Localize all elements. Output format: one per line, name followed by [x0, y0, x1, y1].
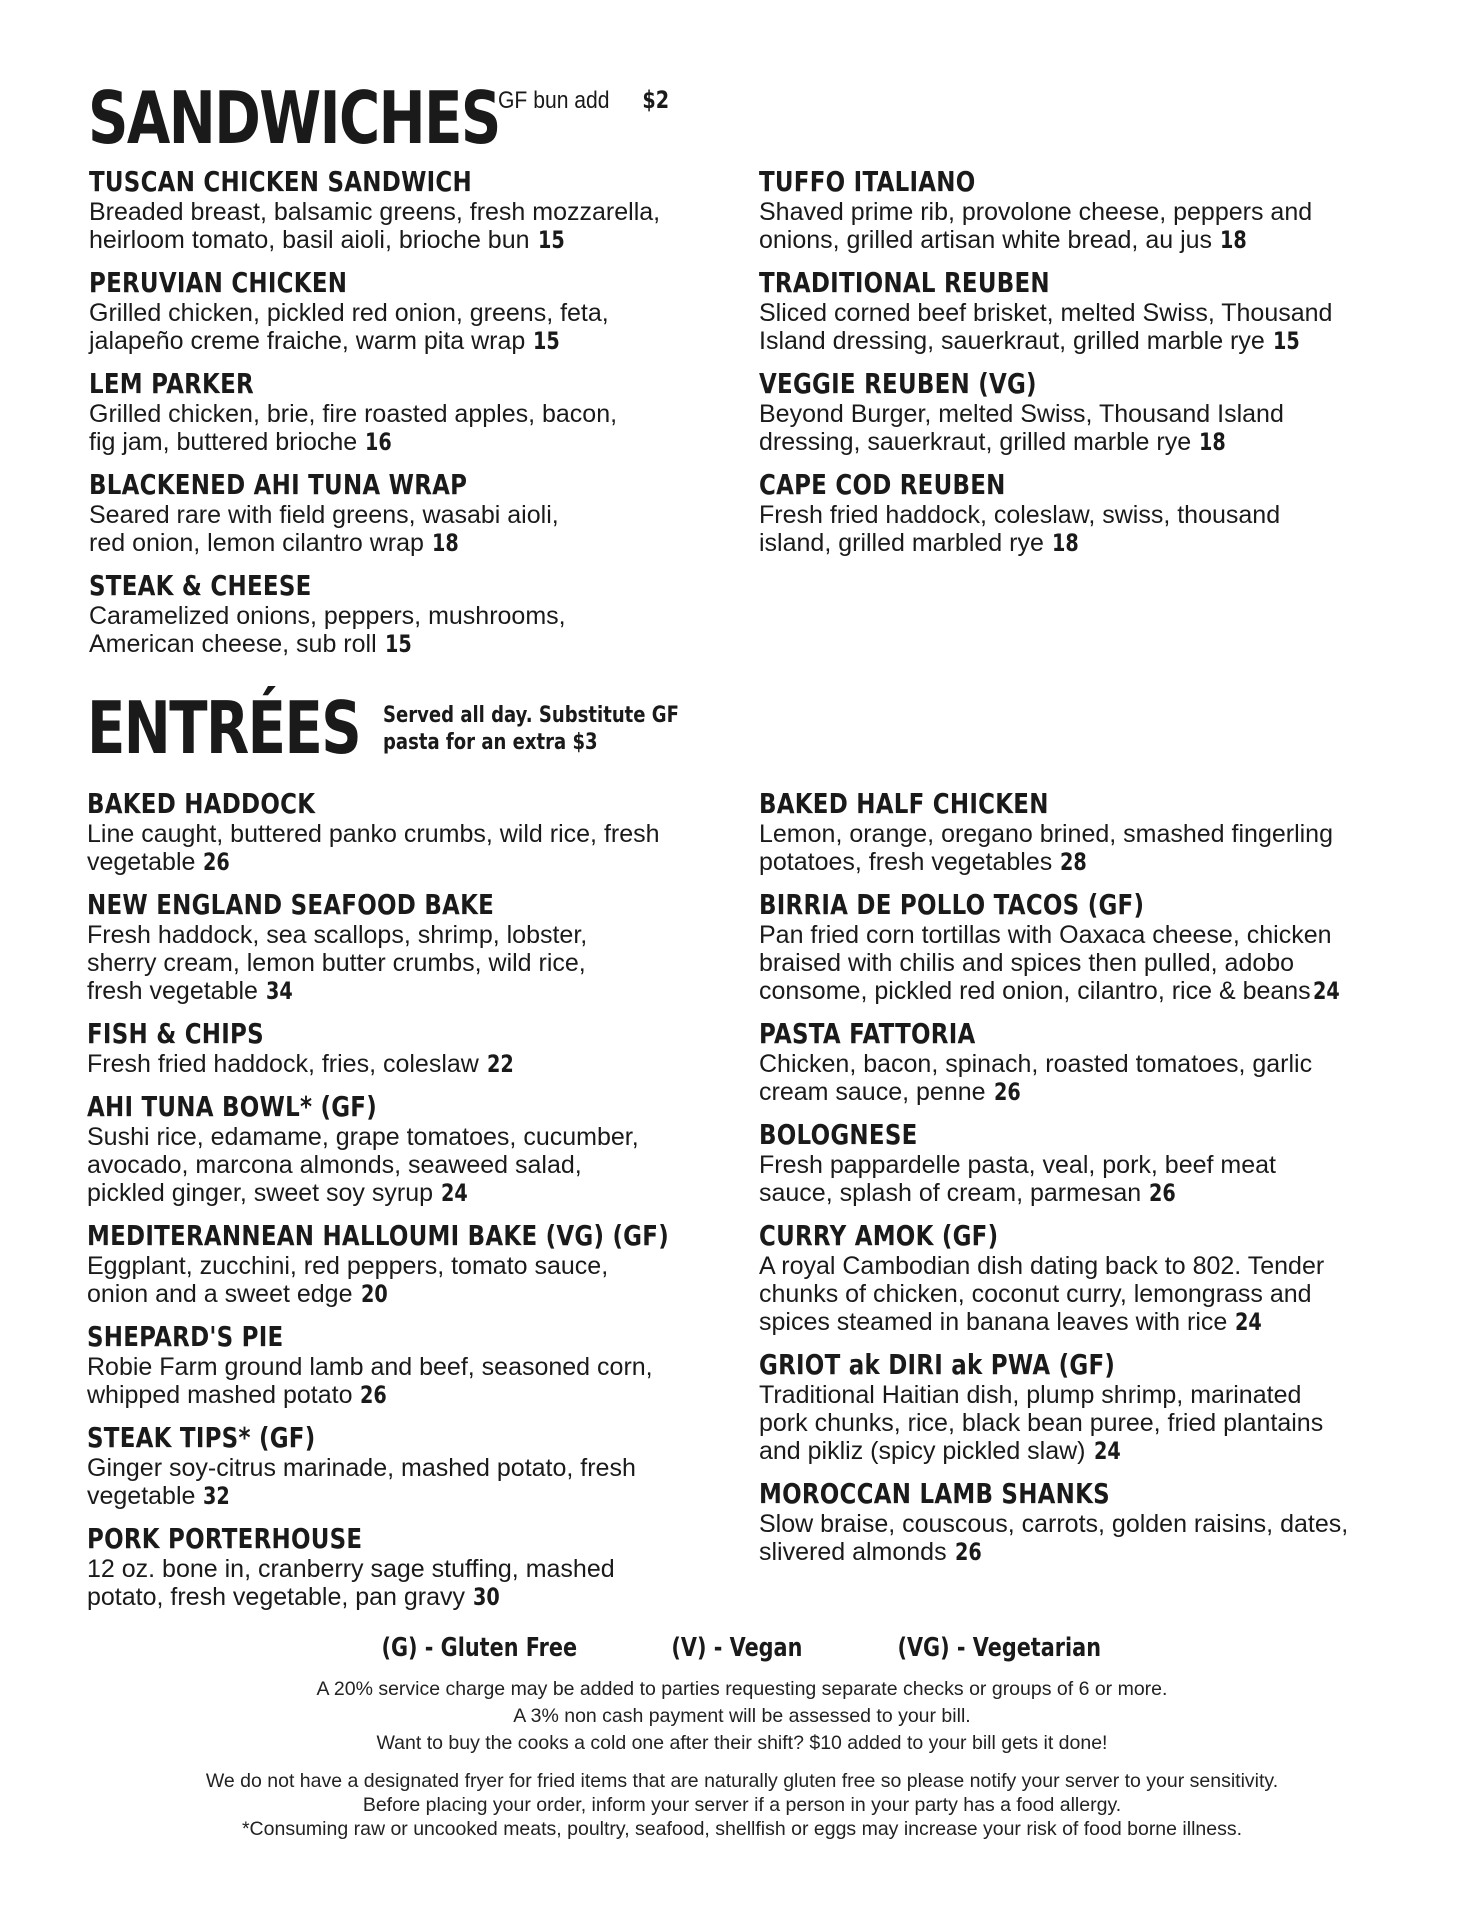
service-charge-note: A 20% service charge may be added to parties requesting separate checks or groups of 6 or more.	[316, 1678, 1168, 1700]
item-description: Fresh pappardelle pasta, veal, pork, beef meat sauce, splash of cream, parmesan 26	[759, 1151, 1276, 1207]
item-price: 16	[365, 428, 392, 456]
item-price: 34	[265, 977, 293, 1005]
legend-vegan: (V) - Vegan	[671, 1633, 803, 1663]
item-name: PERUVIAN CHICKEN	[89, 266, 348, 299]
item-price: 24	[1235, 1308, 1263, 1336]
gf-bun-note	[498, 82, 672, 115]
item-name: VEGGIE REUBEN (VG)	[759, 367, 1037, 400]
item-description: 12 oz. bone in, cranberry sage stuffing, mashed potato, fresh vegetable, pan gravy 30	[87, 1555, 615, 1611]
item-price: 26	[1149, 1179, 1176, 1207]
item-name: GRIOT ak DIRI ak PWA (GF)	[759, 1348, 1116, 1381]
item-description: Seared rare with field greens, wasabi aioli, red onion, lemon cilantro wrap 18	[89, 501, 559, 557]
item-description: Chicken, bacon, spinach, roasted tomatoes, garlic cream sauce, penne 26	[759, 1050, 1313, 1106]
item-name: CAPE COD REUBEN	[759, 468, 1006, 501]
item-name: STEAK & CHEESE	[89, 569, 312, 602]
item-name: TRADITIONAL REUBEN	[759, 266, 1050, 299]
item-price: 26	[203, 848, 231, 876]
item-description: Pan fried corn tortillas with Oaxaca cheese, chicken braised with chilis and spices then pulled, adobo consome, pickled red onion, cilantro, rice & beans24	[759, 921, 1340, 1005]
item-description: Fresh fried haddock, coleslaw, swiss, thousand island, grilled marbled rye 18	[759, 501, 1281, 557]
sandwiches-left-column	[89, 166, 729, 671]
item-name: PASTA FATTORIA	[759, 1017, 976, 1050]
item-price: 24	[1312, 977, 1340, 1005]
menu-item	[759, 1220, 1439, 1336]
sandwiches-right-column	[759, 166, 1409, 570]
item-name: BOLOGNESE	[759, 1118, 918, 1151]
legend-gluten-free: (G) - Gluten Free	[381, 1633, 578, 1663]
menu-item	[759, 1018, 1439, 1106]
entrees-note	[383, 692, 686, 756]
item-name: CURRY AMOK (GF)	[759, 1219, 999, 1252]
item-name: STEAK TIPS* (GF)	[87, 1421, 316, 1454]
menu-item	[87, 1422, 747, 1510]
item-name: BAKED HALF CHICKEN	[759, 787, 1049, 820]
dietary-legend	[0, 1633, 1484, 1663]
item-price: 32	[203, 1482, 231, 1510]
item-price: 15	[533, 327, 561, 355]
item-description: Breaded breast, balsamic greens, fresh mozzarella, heirloom tomato, basil aioli, brioche bun 15	[89, 198, 661, 254]
menu-item	[89, 570, 729, 658]
menu-item	[87, 1220, 747, 1308]
item-description: Robie Farm ground lamb and beef, seasoned corn, whipped mashed potato 26	[87, 1353, 653, 1409]
item-price: 26	[993, 1078, 1021, 1106]
item-price: 24	[1093, 1437, 1121, 1465]
item-price: 18	[1051, 529, 1079, 557]
item-name: TUFFO ITALIANO	[759, 165, 976, 198]
menu-item	[87, 1523, 747, 1611]
item-description: Lemon, orange, oregano brined, smashed fingerling potatoes, fresh vegetables 28	[759, 820, 1333, 876]
item-description: Sushi rice, edamame, grape tomatoes, cucumber, avocado, marcona almonds, seaweed salad, pickled ginger, sweet soy syrup 24	[87, 1123, 639, 1207]
item-description: A royal Cambodian dish dating back to 802. Tender chunks of chicken, coconut curry, lemongrass and spices steamed in banana leaves with rice 24	[759, 1252, 1325, 1336]
item-name: AHI TUNA BOWL* (GF)	[87, 1090, 377, 1123]
entrees-right-column	[759, 788, 1439, 1579]
item-description: Eggplant, zucchini, red peppers, tomato sauce, onion and a sweet edge 20	[87, 1252, 609, 1308]
item-name: SHEPARD'S PIE	[87, 1320, 284, 1353]
item-price: 15	[537, 226, 565, 254]
fryer-note: We do not have a designated fryer for fried items that are naturally gluten free so please notify your server to your sensitivity.	[205, 1770, 1279, 1792]
item-price: 28	[1060, 848, 1087, 876]
menu-item	[87, 1018, 747, 1078]
item-name: MEDITERANNEAN HALLOUMI BAKE (VG) (GF)	[87, 1219, 669, 1252]
sandwiches-header	[88, 76, 672, 160]
menu-item	[87, 788, 747, 876]
item-name: BIRRIA DE POLLO TACOS (GF)	[759, 888, 1145, 921]
raw-food-note: *Consuming raw or uncooked meats, poultry, seafood, shellfish or eggs may increase your risk of food borne illness.	[241, 1818, 1243, 1840]
entrees-note-line: Served all day. Substitute GF	[383, 703, 679, 728]
menu-item	[89, 166, 729, 254]
menu-item	[759, 368, 1409, 456]
item-name: MOROCCAN LAMB SHANKS	[759, 1477, 1110, 1510]
allergy-notes	[0, 1769, 1484, 1841]
menu-item	[759, 788, 1439, 876]
item-price: 30	[473, 1583, 500, 1611]
menu-item	[759, 1478, 1439, 1566]
sandwiches-title: SANDWICHES	[88, 76, 500, 160]
item-description: Fresh haddock, sea scallops, shrimp, lobster, sherry cream, lemon butter crumbs, wild rice, fresh vegetable 34	[87, 921, 588, 1005]
item-price: 18	[1220, 226, 1247, 254]
menu-item	[87, 889, 747, 1005]
gf-bun-price: $2	[642, 86, 669, 114]
item-price: 15	[384, 630, 412, 658]
entrees-header	[87, 686, 753, 770]
item-price: 26	[954, 1538, 982, 1566]
item-description: Line caught, buttered panko crumbs, wild rice, fresh vegetable 26	[87, 820, 660, 876]
item-price: 18	[431, 529, 459, 557]
item-description: Ginger soy-citrus marinade, mashed potato, fresh vegetable 32	[87, 1454, 636, 1510]
item-price: 24	[441, 1179, 468, 1207]
item-description: Grilled chicken, brie, fire roasted apples, bacon, fig jam, buttered brioche 16	[89, 400, 618, 456]
menu-item	[89, 267, 729, 355]
item-name: FISH & CHIPS	[87, 1017, 264, 1050]
menu-item	[759, 166, 1409, 254]
allergy-note: Before placing your order, inform your server if a person in your party has a food allergy.	[362, 1794, 1122, 1816]
item-description: Sliced corned beef brisket, melted Swiss, Thousand Island dressing, sauerkraut, grilled marble rye 15	[759, 299, 1333, 355]
item-price: 20	[360, 1280, 388, 1308]
item-description: Slow braise, couscous, carrots, golden raisins, dates, slivered almonds 26	[759, 1510, 1349, 1566]
entrees-title: ENTRÉES	[87, 686, 361, 770]
item-name: TUSCAN CHICKEN SANDWICH	[89, 165, 472, 198]
noncash-note: A 3% non cash payment will be assessed to your bill.	[513, 1705, 971, 1727]
item-price: 26	[360, 1381, 388, 1409]
menu-item	[759, 469, 1409, 557]
item-price: 15	[1272, 327, 1300, 355]
item-description: Beyond Burger, melted Swiss, Thousand Island dressing, sauerkraut, grilled marble rye 18	[759, 400, 1284, 456]
item-name: NEW ENGLAND SEAFOOD BAKE	[87, 888, 495, 921]
item-description: Fresh fried haddock, fries, coleslaw 22	[87, 1050, 514, 1078]
item-name: PORK PORTERHOUSE	[87, 1522, 363, 1555]
item-name: LEM PARKER	[89, 367, 254, 400]
item-description: Grilled chicken, pickled red onion, greens, feta, jalapeño creme fraiche, warm pita wrap 15	[89, 299, 609, 355]
legend-vegetarian: (VG) - Vegetarian	[897, 1633, 1102, 1663]
entrees-left-column	[87, 788, 747, 1624]
item-price: 22	[486, 1050, 514, 1078]
item-price: 18	[1199, 428, 1226, 456]
menu-item	[759, 1349, 1439, 1465]
menu-item	[759, 267, 1409, 355]
item-description: Shaved prime rib, provolone cheese, peppers and onions, grilled artisan white bread, au jus 18	[759, 198, 1313, 254]
item-description: Caramelized onions, peppers, mushrooms, American cheese, sub roll 15	[89, 602, 566, 658]
menu-item	[87, 1091, 747, 1207]
menu-item	[759, 889, 1439, 1005]
item-name: BLACKENED AHI TUNA WRAP	[89, 468, 468, 501]
cooks-note: Want to buy the cooks a cold one after their shift? $10 added to your bill gets it done!	[376, 1732, 1108, 1754]
menu-item	[87, 1321, 747, 1409]
item-description: Traditional Haitian dish, plump shrimp, marinated pork chunks, rice, black bean puree, fried plantains and pikliz (spicy pickled slaw) 24	[759, 1381, 1324, 1465]
menu-item	[89, 469, 729, 557]
gf-bun-label: GF bun add	[498, 87, 610, 114]
item-name: BAKED HADDOCK	[87, 787, 316, 820]
entrees-note-line: pasta for an extra $3	[383, 730, 598, 755]
menu-item	[759, 1119, 1439, 1207]
menu-item	[89, 368, 729, 456]
service-notes	[0, 1676, 1484, 1757]
